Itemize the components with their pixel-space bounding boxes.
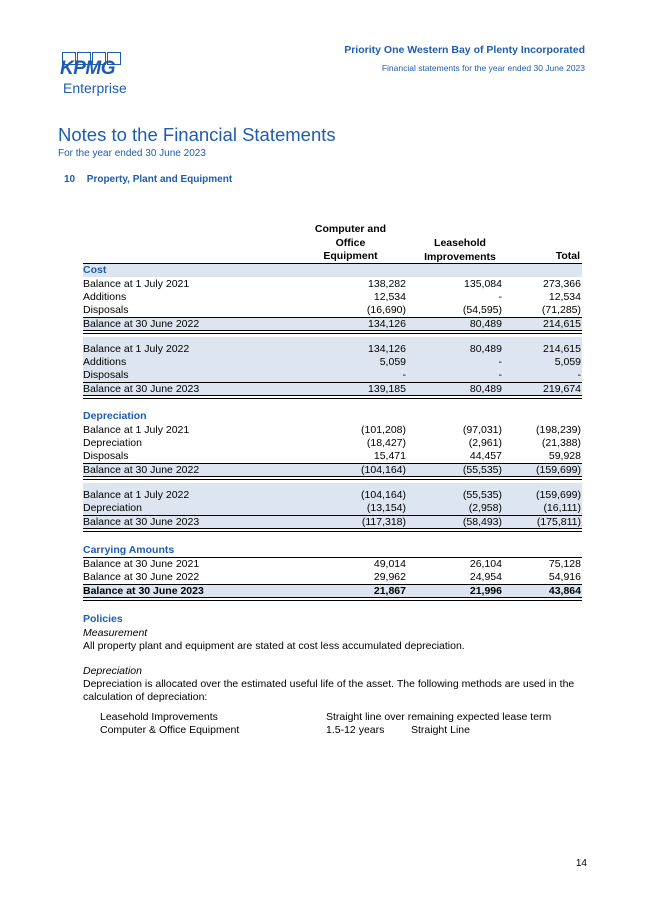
table-row xyxy=(83,278,582,291)
row-label: Disposals xyxy=(83,450,129,462)
cell-total: (16,111) xyxy=(543,502,581,514)
table-row-total xyxy=(83,584,582,598)
cell-computer: 21,867 xyxy=(373,585,406,597)
cell-computer: 139,185 xyxy=(368,383,406,395)
cell-leasehold: (2,958) xyxy=(468,502,502,514)
column-header-line: Improvements xyxy=(424,250,496,263)
depreciation-heading: Depreciation xyxy=(83,665,142,677)
row-label: Balance at 30 June 2022 xyxy=(83,571,200,583)
measurement-heading: Measurement xyxy=(83,627,148,639)
cell-leasehold: 21,996 xyxy=(469,585,502,597)
cell-total: 54,916 xyxy=(548,571,581,583)
double-rule xyxy=(83,528,582,532)
section-heading-depreciation xyxy=(83,410,582,423)
row-label: Balance at 1 July 2022 xyxy=(83,489,190,501)
cell-leasehold: 135,084 xyxy=(464,278,502,290)
table-row xyxy=(83,450,582,463)
cell-computer: (18,427) xyxy=(366,437,406,449)
row-label: Additions xyxy=(83,291,127,303)
double-rule xyxy=(83,597,582,601)
row-label: Balance at 30 June 2021 xyxy=(83,558,200,570)
double-rule xyxy=(83,476,582,480)
section-heading-carrying xyxy=(83,544,582,557)
cell-leasehold: 26,104 xyxy=(469,558,502,570)
cell-total: (159,699) xyxy=(536,489,581,501)
table-row-subtotal xyxy=(83,317,582,331)
entity-name: Priority One Western Bay of Plenty Incorporated xyxy=(344,44,585,56)
column-header-line: Equipment xyxy=(323,250,378,262)
policies-heading: Policies xyxy=(83,613,123,625)
cell-leasehold: 44,457 xyxy=(469,450,502,462)
cell-total: (71,285) xyxy=(541,304,581,316)
table-row xyxy=(83,291,582,304)
section-title: Property, Plant and Equipment xyxy=(86,174,233,185)
row-label: Balance at 1 July 2021 xyxy=(83,278,190,290)
page-number: 14 xyxy=(575,858,587,869)
statement-period: Financial statements for the year ended 30 June 2023 xyxy=(381,63,585,73)
cell-leasehold: (2,961) xyxy=(468,437,502,449)
method-rate: Straight line over remaining expected lease term xyxy=(326,711,552,723)
row-label: Depreciation xyxy=(83,410,147,422)
method-asset: Leasehold Improvements xyxy=(100,711,218,723)
table-row xyxy=(83,558,582,571)
cell-computer: 29,962 xyxy=(373,571,406,583)
row-label: Balance at 30 June 2023 xyxy=(83,585,204,597)
cell-computer: (104,164) xyxy=(361,464,406,476)
cell-computer: 5,059 xyxy=(379,356,406,368)
cell-leasehold: 24,954 xyxy=(469,571,502,583)
cell-computer: 134,126 xyxy=(368,318,406,330)
table-row xyxy=(83,502,582,515)
row-label: Balance at 1 July 2022 xyxy=(83,343,190,355)
cell-computer: (117,318) xyxy=(361,516,406,528)
cell-computer: 134,126 xyxy=(368,343,406,355)
table-row-subtotal xyxy=(83,463,582,477)
cell-total: (198,239) xyxy=(536,424,581,436)
row-label: Cost xyxy=(83,264,107,276)
cell-leasehold: 80,489 xyxy=(469,318,502,330)
double-rule xyxy=(83,330,582,334)
method-type: Straight Line xyxy=(411,724,470,736)
row-label: Balance at 30 June 2022 xyxy=(83,318,200,330)
cell-total: - xyxy=(577,369,581,381)
page-title: Notes to the Financial Statements xyxy=(58,124,336,145)
row-label: Depreciation xyxy=(83,502,142,514)
column-header-total: Total xyxy=(555,250,580,262)
column-header-line: Computer and xyxy=(314,223,387,235)
table-row xyxy=(83,437,582,450)
cell-total: 273,366 xyxy=(543,278,581,290)
cell-leasehold: (55,535) xyxy=(462,464,502,476)
cell-leasehold: 80,489 xyxy=(469,383,502,395)
page-subtitle: For the year ended 30 June 2023 xyxy=(58,148,206,159)
cell-leasehold: - xyxy=(498,369,502,381)
table-row xyxy=(83,369,582,382)
cell-leasehold: (55,535) xyxy=(462,489,502,501)
row-label: Depreciation xyxy=(83,437,142,449)
cell-total: 5,059 xyxy=(554,356,581,368)
cell-computer: 15,471 xyxy=(373,450,406,462)
cell-leasehold: (58,493) xyxy=(462,516,502,528)
cell-computer: 12,534 xyxy=(373,291,406,303)
kpmg-logo xyxy=(58,52,128,98)
table-row xyxy=(83,304,582,317)
cell-total: 43,864 xyxy=(548,585,581,597)
cell-total: 214,615 xyxy=(543,343,581,355)
section-heading xyxy=(64,174,232,185)
cell-computer: 49,014 xyxy=(373,558,406,570)
section-heading-cost xyxy=(83,264,582,277)
column-header-leasehold xyxy=(412,237,508,264)
logo-text: KPMG xyxy=(60,58,115,79)
logo-subtext: Enterprise xyxy=(63,80,127,96)
cell-total: 12,534 xyxy=(548,291,581,303)
cell-computer: (101,208) xyxy=(361,424,406,436)
cell-total: (21,388) xyxy=(541,437,581,449)
method-asset: Computer & Office Equipment xyxy=(100,724,240,736)
column-header-line: Office xyxy=(335,236,366,249)
method-rate: 1.5-12 years xyxy=(326,724,385,736)
row-label: Balance at 1 July 2021 xyxy=(83,424,190,436)
cell-computer: (104,164) xyxy=(361,489,406,501)
cell-total: (159,699) xyxy=(536,464,581,476)
cell-total: (175,811) xyxy=(536,516,581,528)
column-header-line: Leasehold xyxy=(434,237,486,249)
section-number: 10 xyxy=(64,174,76,185)
double-rule xyxy=(83,395,582,399)
row-label: Balance at 30 June 2023 xyxy=(83,383,200,395)
table-row xyxy=(83,571,582,584)
row-label: Balance at 30 June 2023 xyxy=(83,516,200,528)
column-header-computer-equipment xyxy=(300,223,401,264)
cell-leasehold: - xyxy=(498,291,502,303)
depreciation-text: Depreciation is allocated over the estimated useful life of the asset. The following methods are used in the xyxy=(83,678,575,690)
table-row xyxy=(83,424,582,437)
table-row-subtotal xyxy=(83,515,582,529)
table-row xyxy=(83,356,582,369)
cell-computer: (16,690) xyxy=(366,304,406,316)
row-label: Disposals xyxy=(83,369,129,381)
cell-total: 59,928 xyxy=(548,450,581,462)
cell-leasehold: 80,489 xyxy=(469,343,502,355)
cell-total: 214,615 xyxy=(543,318,581,330)
cell-leasehold: (97,031) xyxy=(462,424,502,436)
cell-computer: - xyxy=(402,369,406,381)
table-row xyxy=(83,489,582,502)
cell-leasehold: (54,595) xyxy=(462,304,502,316)
table-row-subtotal xyxy=(83,382,582,396)
cell-total: 75,128 xyxy=(548,558,581,570)
row-label: Carrying Amounts xyxy=(83,544,175,556)
cell-computer: (13,154) xyxy=(366,502,406,514)
row-label: Additions xyxy=(83,356,127,368)
row-label: Balance at 30 June 2022 xyxy=(83,464,200,476)
row-label: Disposals xyxy=(83,304,129,316)
depreciation-text-cont: calculation of depreciation: xyxy=(83,691,208,703)
cell-total: 219,674 xyxy=(543,383,581,395)
cell-computer: 138,282 xyxy=(368,278,406,290)
cell-leasehold: - xyxy=(498,356,502,368)
measurement-text: All property plant and equipment are stated at cost less accumulated depreciation. xyxy=(83,640,465,652)
table-row xyxy=(83,343,582,356)
